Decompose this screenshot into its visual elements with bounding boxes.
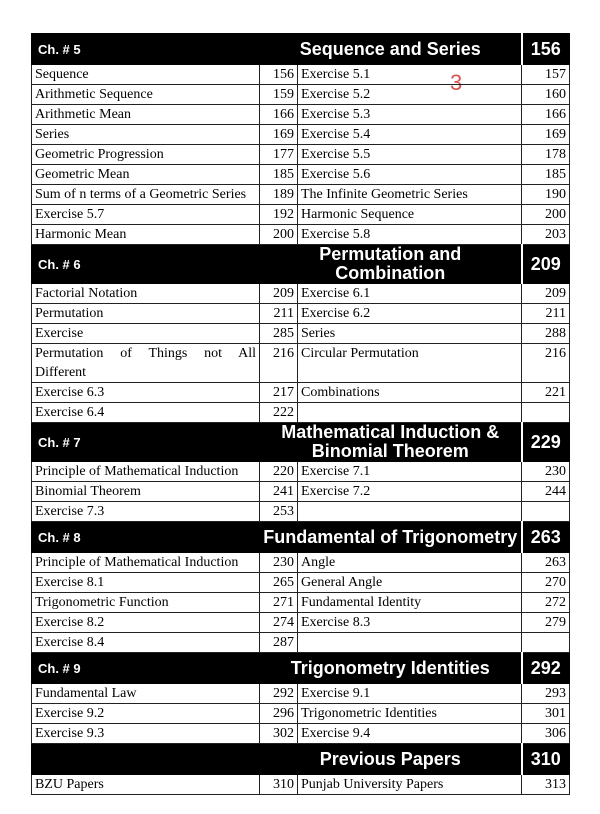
page-right: 272 <box>522 593 570 613</box>
chapter-header <box>32 653 570 684</box>
chapter-header <box>32 423 570 462</box>
toc-row <box>32 633 570 653</box>
topic-right: Series <box>298 324 522 344</box>
page-right: 270 <box>522 573 570 593</box>
topic-left: Binomial Theorem <box>32 482 260 502</box>
page-left: 287 <box>260 633 298 653</box>
toc-row <box>32 304 570 324</box>
chapter-number: Ch. # 9 <box>32 653 260 684</box>
chapter-title: Trigonometry Identities <box>260 653 522 684</box>
chapter-number: Ch. # 5 <box>32 34 260 65</box>
page-right <box>522 502 570 522</box>
toc-row <box>32 502 570 522</box>
topic-left: Exercise 6.3 <box>32 383 260 403</box>
topic-right: Exercise 9.1 <box>298 684 522 704</box>
page-left: 220 <box>260 462 298 482</box>
topic-right: Fundamental Identity <box>298 593 522 613</box>
topic-right <box>298 403 522 423</box>
page-right <box>522 403 570 423</box>
topic-left: Series <box>32 125 260 145</box>
page-right: 157 <box>522 65 570 85</box>
topic-left: Geometric Mean <box>32 165 260 185</box>
topic-right: General Angle <box>298 573 522 593</box>
toc-row <box>32 553 570 573</box>
chapter-page: 292 <box>522 653 570 684</box>
chapter-number: Ch. # 7 <box>32 423 260 462</box>
handwritten-annotation: 3 <box>450 70 463 95</box>
chapter-page: 229 <box>522 423 570 462</box>
toc-row <box>32 613 570 633</box>
page-left: 230 <box>260 553 298 573</box>
page-right: 279 <box>522 613 570 633</box>
topic-right: Exercise 5.8 <box>298 225 522 245</box>
topic-left: Exercise 6.4 <box>32 403 260 423</box>
chapter-header <box>32 245 570 284</box>
topic-left: Sequence <box>32 65 260 85</box>
topic-right: Combinations <box>298 383 522 403</box>
toc-row <box>32 165 570 185</box>
chapter-page: 310 <box>522 744 570 775</box>
topic-right: Exercise 5.1 <box>298 65 522 85</box>
page-right: 160 <box>522 85 570 105</box>
topic-left: Geometric Progression <box>32 145 260 165</box>
page-left: 271 <box>260 593 298 613</box>
page-left: 200 <box>260 225 298 245</box>
chapter-title: Permutation and Combination <box>260 245 522 284</box>
toc-row <box>32 462 570 482</box>
chapter-title: Sequence and Series <box>260 34 522 65</box>
chapter-title: Mathematical Induction & Binomial Theorem <box>260 423 522 462</box>
topic-left: Principle of Mathematical Induction <box>32 462 260 482</box>
toc-row <box>32 593 570 613</box>
topic-left: Exercise 9.2 <box>32 704 260 724</box>
page-left: 159 <box>260 85 298 105</box>
topic-right: Harmonic Sequence <box>298 205 522 225</box>
toc-row <box>32 724 570 744</box>
topic-right <box>298 502 522 522</box>
toc-row <box>32 205 570 225</box>
page-right: 288 <box>522 324 570 344</box>
page-left: 209 <box>260 284 298 304</box>
topic-right: Exercise 5.2 <box>298 85 522 105</box>
page-left: 310 <box>260 775 298 795</box>
topic-right: Circular Permutation <box>298 344 522 383</box>
toc-row <box>32 403 570 423</box>
topic-right: Angle <box>298 553 522 573</box>
topic-right: Punjab University Papers <box>298 775 522 795</box>
page-right: 169 <box>522 125 570 145</box>
topic-left: Principle of Mathematical Induction <box>32 553 260 573</box>
page-right: 293 <box>522 684 570 704</box>
page-right: 200 <box>522 205 570 225</box>
topic-left: Exercise 5.7 <box>32 205 260 225</box>
topic-right: Exercise 7.1 <box>298 462 522 482</box>
page-right: 185 <box>522 165 570 185</box>
chapter-number: Ch. # 8 <box>32 522 260 553</box>
page-left: 253 <box>260 502 298 522</box>
page-left: 177 <box>260 145 298 165</box>
toc-row <box>32 125 570 145</box>
page-right: 178 <box>522 145 570 165</box>
page-right: 211 <box>522 304 570 324</box>
page-left: 211 <box>260 304 298 324</box>
topic-right: Exercise 9.4 <box>298 724 522 744</box>
toc-row <box>32 383 570 403</box>
topic-left: Exercise 7.3 <box>32 502 260 522</box>
page-right: 166 <box>522 105 570 125</box>
toc-row <box>32 684 570 704</box>
topic-left: Permutation of Things not All Different <box>32 344 260 383</box>
topic-left: Exercise 8.1 <box>32 573 260 593</box>
topic-left: BZU Papers <box>32 775 260 795</box>
topic-right: Exercise 5.6 <box>298 165 522 185</box>
topic-right <box>298 633 522 653</box>
topic-left: Exercise 8.2 <box>32 613 260 633</box>
page-left: 274 <box>260 613 298 633</box>
topic-left: Exercise 9.3 <box>32 724 260 744</box>
chapter-title: Previous Papers <box>260 744 522 775</box>
toc-row <box>32 775 570 795</box>
topic-left: Trigonometric Function <box>32 593 260 613</box>
toc-row <box>32 85 570 105</box>
topic-right: Exercise 5.5 <box>298 145 522 165</box>
page-right: 244 <box>522 482 570 502</box>
chapter-header <box>32 522 570 553</box>
page-left: 302 <box>260 724 298 744</box>
page-left: 292 <box>260 684 298 704</box>
page-left: 241 <box>260 482 298 502</box>
topic-left: Sum of n terms of a Geometric Series <box>32 185 260 205</box>
page-right: 209 <box>522 284 570 304</box>
topic-left: Arithmetic Mean <box>32 105 260 125</box>
topic-left: Arithmetic Sequence <box>32 85 260 105</box>
topic-left: Permutation <box>32 304 260 324</box>
toc-row <box>32 105 570 125</box>
page-left: 217 <box>260 383 298 403</box>
page-left: 296 <box>260 704 298 724</box>
topic-right: Exercise 8.3 <box>298 613 522 633</box>
topic-right: Exercise 6.1 <box>298 284 522 304</box>
topic-right: Exercise 7.2 <box>298 482 522 502</box>
toc-row <box>32 324 570 344</box>
toc-row <box>32 185 570 205</box>
toc-row <box>32 704 570 724</box>
chapter-header <box>32 34 570 65</box>
page-left: 185 <box>260 165 298 185</box>
toc-row <box>32 284 570 304</box>
toc-row <box>32 482 570 502</box>
page-right: 190 <box>522 185 570 205</box>
page-left: 156 <box>260 65 298 85</box>
page-left: 166 <box>260 105 298 125</box>
page-right: 230 <box>522 462 570 482</box>
chapter-page: 209 <box>522 245 570 284</box>
chapter-title: Fundamental of Trigonometry <box>260 522 522 553</box>
chapter-number <box>32 744 260 775</box>
topic-left: Harmonic Mean <box>32 225 260 245</box>
page-right: 263 <box>522 553 570 573</box>
topic-right: Exercise 6.2 <box>298 304 522 324</box>
page-left: 192 <box>260 205 298 225</box>
toc-row <box>32 573 570 593</box>
topic-right: Exercise 5.3 <box>298 105 522 125</box>
page-right: 203 <box>522 225 570 245</box>
table-of-contents <box>31 33 570 795</box>
page-right: 216 <box>522 344 570 383</box>
toc-row <box>32 225 570 245</box>
page-right: 301 <box>522 704 570 724</box>
page-left: 285 <box>260 324 298 344</box>
page-left: 169 <box>260 125 298 145</box>
chapter-page: 156 <box>522 34 570 65</box>
page-right: 313 <box>522 775 570 795</box>
topic-left: Exercise 8.4 <box>32 633 260 653</box>
chapter-number: Ch. # 6 <box>32 245 260 284</box>
topic-left: Factorial Notation <box>32 284 260 304</box>
topic-right: The Infinite Geometric Series <box>298 185 522 205</box>
toc-row <box>32 344 570 383</box>
page-left: 189 <box>260 185 298 205</box>
page-left: 265 <box>260 573 298 593</box>
topic-right: Trigonometric Identities <box>298 704 522 724</box>
topic-left: Exercise <box>32 324 260 344</box>
page-left: 222 <box>260 403 298 423</box>
toc-row <box>32 65 570 85</box>
chapter-header <box>32 744 570 775</box>
toc-body <box>32 34 570 795</box>
page-right <box>522 633 570 653</box>
topic-right: Exercise 5.4 <box>298 125 522 145</box>
toc-row <box>32 145 570 165</box>
chapter-page: 263 <box>522 522 570 553</box>
page-left: 216 <box>260 344 298 383</box>
page-right: 221 <box>522 383 570 403</box>
topic-left: Fundamental Law <box>32 684 260 704</box>
page-right: 306 <box>522 724 570 744</box>
